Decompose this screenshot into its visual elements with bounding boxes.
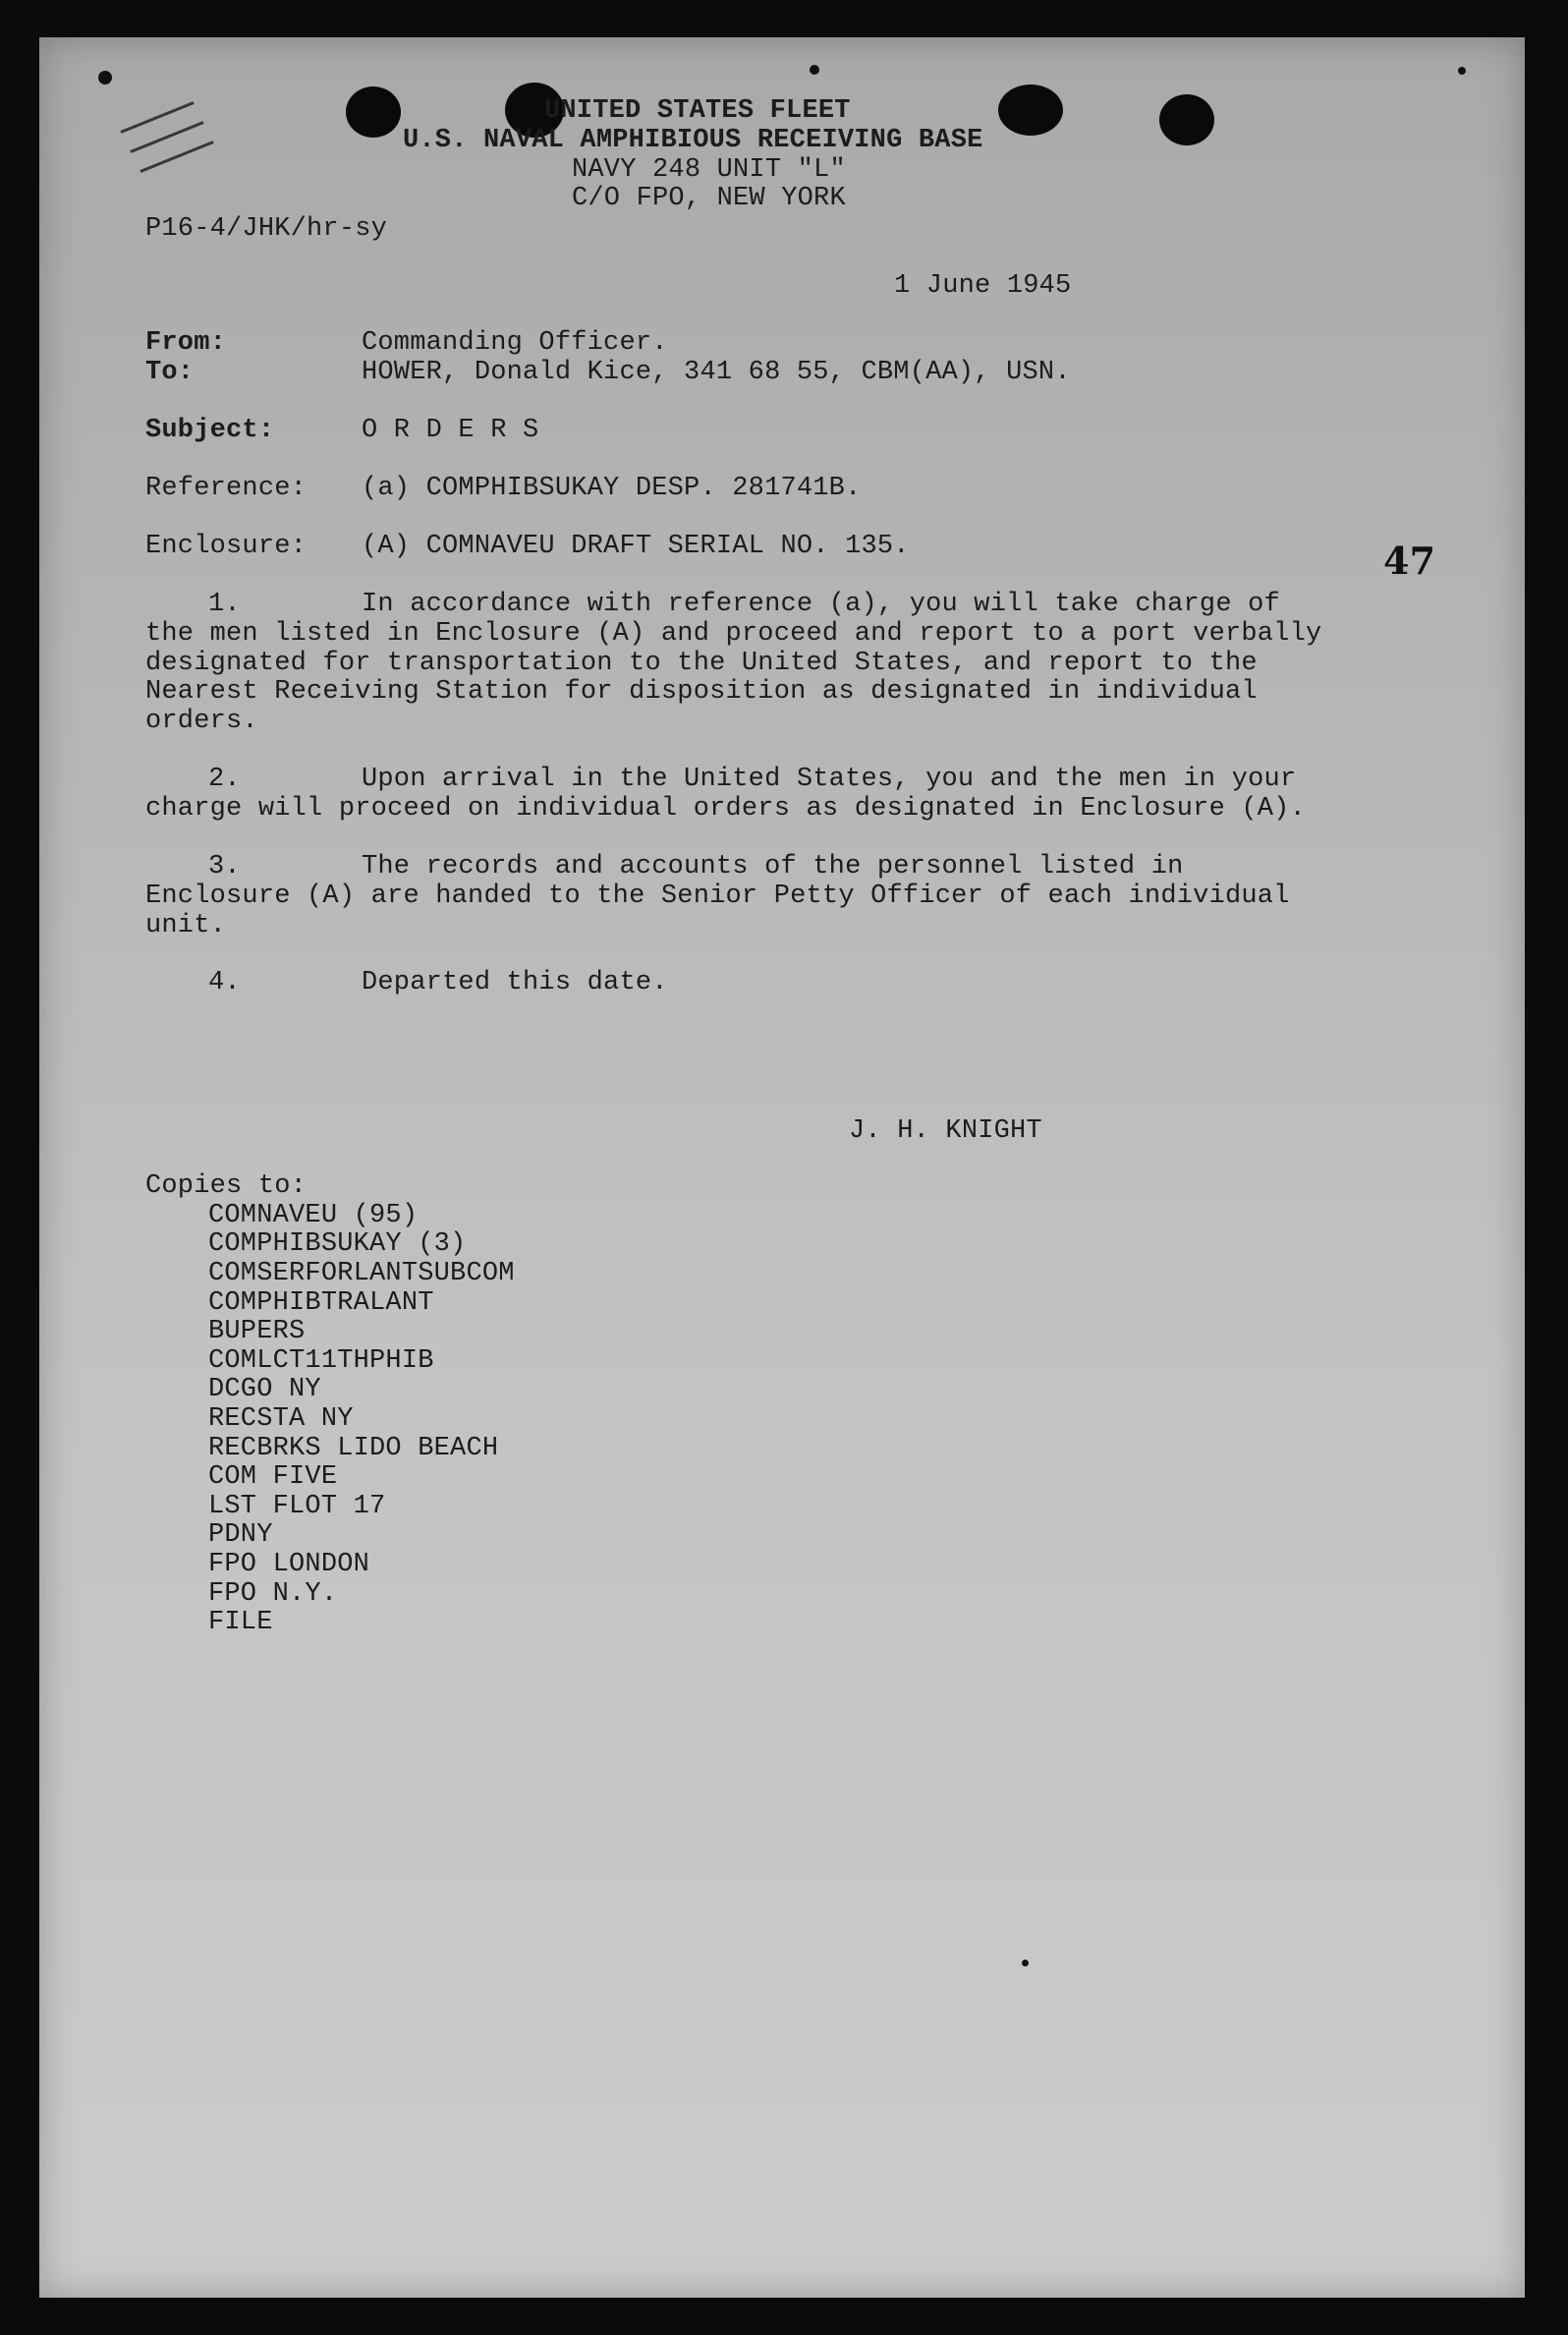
copy-recipient: COMPHIBSUKAY (3) [208,1229,467,1259]
paragraph-line: the men listed in Enclosure (A) and proceed and report to a port verbally [145,619,1322,649]
signature: J. H. KNIGHT [849,1116,1042,1146]
enclosure-label: Enclosure: [145,532,308,561]
paragraph-number: 1. [208,590,241,619]
paragraph-line: charge will proceed on individual orders as designated in Enclosure (A). [145,794,1306,824]
letterhead-line-1: UNITED STATES FLEET [544,96,851,126]
copy-recipient: COMNAVEU (95) [208,1201,419,1230]
copy-recipient: DCGO NY [208,1375,321,1404]
copy-recipient: LST FLOT 17 [208,1492,386,1521]
reference-label: Reference: [145,474,308,503]
letterhead-line-3: NAVY 248 UNIT "L" [572,155,846,185]
speck [1458,67,1466,75]
copies-heading: Copies to: [145,1171,308,1201]
copy-recipient: RECBRKS LIDO BEACH [208,1434,499,1463]
paragraph-line: unit. [145,911,227,940]
to-label: To: [145,358,195,387]
paragraph-line: orders. [145,707,258,736]
to-value: HOWER, Donald Kice, 341 68 55, CBM(AA), USN. [362,358,1071,387]
paragraph-line: Upon arrival in the United States, you and the men in your [362,765,1297,794]
paragraph-line: Enclosure (A) are handed to the Senior Petty Officer of each individual [145,882,1290,911]
copy-recipient: RECSTA NY [208,1404,354,1434]
page-number: 47 [1383,539,1436,583]
reference-value: (a) COMPHIBSUKAY DESP. 281741B. [362,474,862,503]
paragraph-line: Nearest Receiving Station for disposition as designated in individual [145,677,1258,707]
copy-recipient: COM FIVE [208,1462,338,1492]
copy-recipient: COMSERFORLANTSUBCOM [208,1259,515,1288]
paragraph-line: designated for transportation to the United States, and report to the [145,649,1258,678]
subject-value: O R D E R S [362,416,539,445]
letterhead-line-4: C/O FPO, NEW YORK [572,184,846,213]
file-code: P16-4/JHK/hr-sy [145,214,388,244]
copy-recipient: FPO LONDON [208,1550,370,1579]
subject-label: Subject: [145,416,275,445]
speck [1022,1960,1029,1966]
punch-hole [346,86,401,138]
speck [810,65,819,75]
enclosure-value: (A) COMNAVEU DRAFT SERIAL NO. 135. [362,532,910,561]
copy-recipient: COMPHIBTRALANT [208,1288,434,1318]
paragraph-number: 3. [208,852,241,882]
speck [98,71,112,85]
paragraph-number: 4. [208,968,241,997]
letterhead-line-2: U.S. NAVAL AMPHIBIOUS RECEIVING BASE [403,126,983,155]
from-value: Commanding Officer. [362,328,668,358]
copy-recipient: PDNY [208,1520,273,1550]
copy-recipient: COMLCT11THPHIB [208,1346,434,1376]
punch-hole [1159,94,1214,145]
paragraph-line: The records and accounts of the personnel listed in [362,852,1184,882]
copy-recipient: FILE [208,1608,273,1637]
paragraph-line: In accordance with reference (a), you will take charge of [362,590,1280,619]
paragraph-number: 2. [208,765,241,794]
from-label: From: [145,328,227,358]
copy-recipient: BUPERS [208,1317,306,1346]
paragraph-line: Departed this date. [362,968,668,997]
document-date: 1 June 1945 [894,271,1072,301]
punch-hole [998,85,1063,136]
copy-recipient: FPO N.Y. [208,1579,338,1609]
